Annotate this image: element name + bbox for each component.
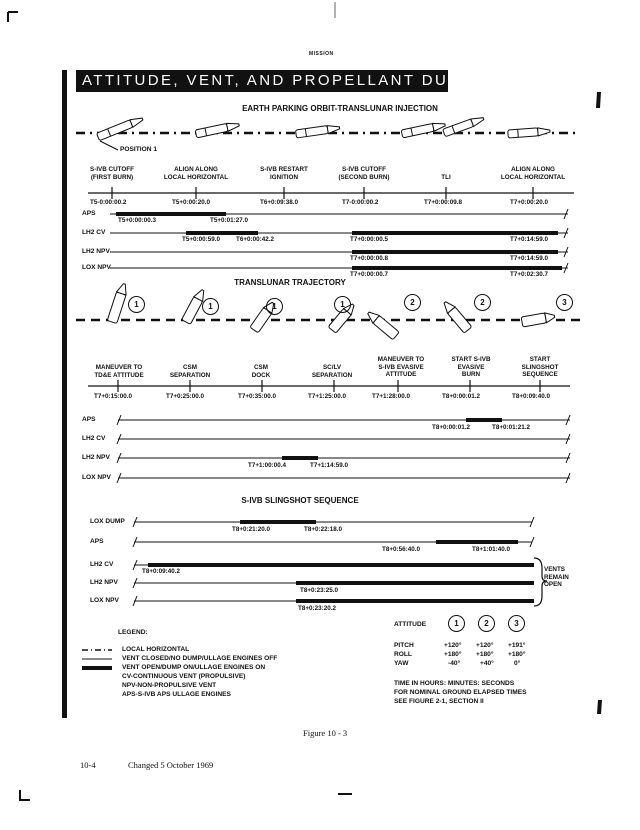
event-label: TLI bbox=[441, 174, 451, 181]
spacecraft-icon bbox=[107, 282, 555, 339]
row-time: T7+1:14:59.0 bbox=[310, 462, 348, 469]
row-label-lox-npv: LOX NPV bbox=[82, 474, 111, 481]
attitude-value: +180° bbox=[476, 651, 494, 658]
legend-item: LOCAL HORIZONTAL bbox=[122, 646, 190, 653]
attitude-circle: 2 bbox=[474, 294, 491, 311]
event-label: START S-IVB EVASIVE BURN bbox=[451, 356, 491, 378]
section-slingshot: S-IVB SLINGSHOT SEQUENCE bbox=[241, 496, 359, 505]
attitude-col: 1 bbox=[448, 615, 465, 632]
row-time: T8+0:09:40.2 bbox=[142, 568, 180, 575]
row-time: T7+0:00:00.7 bbox=[350, 271, 388, 278]
attitude-col: 3 bbox=[508, 615, 525, 632]
event-time: T8+0:09:40.0 bbox=[512, 393, 550, 400]
row-time: T5+0:00:59.0 bbox=[182, 236, 220, 243]
row-time: T8+0:22:18.0 bbox=[304, 526, 342, 533]
row-time: T6+0:00:42.2 bbox=[236, 236, 274, 243]
event-time: T7+1:28:00.0 bbox=[372, 393, 410, 400]
event-time: T5-0:00:00.2 bbox=[90, 199, 127, 206]
event-label: START SLINGSHOT SEQUENCE bbox=[521, 356, 559, 378]
event-time: T7+0:00:20.0 bbox=[510, 199, 548, 206]
row-label-aps: APS bbox=[82, 210, 96, 217]
row-label-lh2-cv: LH2 CV bbox=[90, 561, 114, 568]
legend-item: APS-S-IVB APS ULLAGE ENGINES bbox=[122, 691, 231, 698]
row-label-lox-dump: LOX DUMP bbox=[90, 518, 125, 525]
attitude-title: ATTITUDE bbox=[394, 621, 427, 628]
attitude-row-name: YAW bbox=[394, 660, 409, 667]
row-label-lox-npv: LOX NPV bbox=[90, 597, 119, 604]
row-time: T7+0:14:59.0 bbox=[510, 255, 548, 262]
row-label-lox-npv: LOX NPV bbox=[82, 264, 111, 271]
attitude-value: -40° bbox=[448, 660, 461, 667]
event-label: CSM DOCK bbox=[251, 364, 271, 379]
row-time: T7+0:02:30.7 bbox=[510, 271, 548, 278]
legend-item: CV-CONTINUOUS VENT (PROPULSIVE) bbox=[122, 673, 246, 680]
attitude-row-name: PITCH bbox=[394, 642, 414, 649]
row-label-lh2-npv: LH2 NPV bbox=[82, 454, 110, 461]
event-time: T7+1:25:00.0 bbox=[308, 393, 346, 400]
vehicle-icon bbox=[97, 115, 551, 141]
attitude-value: +191° bbox=[508, 642, 526, 649]
attitude-circle: 1 bbox=[202, 298, 219, 315]
event-label: ALIGN ALONG LOCAL HORIZONTAL bbox=[500, 166, 566, 181]
event-label: S-IVB CUTOFF (SECOND BURN) bbox=[338, 166, 390, 181]
legend-item: VENT OPEN/DUMP ON/ULLAGE ENGINES ON bbox=[122, 664, 266, 671]
event-label: SC/LV SEPARATION bbox=[311, 364, 353, 379]
attitude-value: 0° bbox=[514, 660, 521, 667]
attitude-row-name: ROLL bbox=[394, 651, 412, 658]
section-translunar: TRANSLUNAR TRAJECTORY bbox=[234, 278, 346, 287]
row-time: T8+0:00:01.2 bbox=[432, 424, 470, 431]
row-time: T5+0:01:27.0 bbox=[210, 217, 248, 224]
row-time: T7+1:00:00.4 bbox=[248, 462, 286, 469]
attitude-circle: 1 bbox=[334, 296, 351, 313]
row-time: T7+0:00:00.8 bbox=[350, 255, 388, 262]
event-time: T7+0:25:00.0 bbox=[166, 393, 204, 400]
legend-item: VENT CLOSED/NO DUMP/ULLAGE ENGINES OFF bbox=[122, 655, 278, 662]
position-label: POSITION 1 bbox=[120, 146, 158, 153]
figure-title: ATTITUDE, VENT, AND PROPELLANT DUMP TIMELINES bbox=[76, 70, 448, 92]
row-time: T5+0:00:00.3 bbox=[118, 217, 156, 224]
event-time: T7+0:35:00.0 bbox=[238, 393, 276, 400]
attitude-circle: 1 bbox=[266, 298, 283, 315]
legend-title: LEGEND: bbox=[118, 629, 148, 636]
row-label-lh2-npv: LH2 NPV bbox=[82, 248, 110, 255]
page-number: 10-4 bbox=[80, 760, 96, 770]
attitude-circle: 1 bbox=[128, 296, 145, 313]
legend-item: NPV-NON-PROPULSIVE VENT bbox=[122, 682, 217, 689]
row-time: T8+0:56:40.0 bbox=[382, 546, 420, 553]
event-time: T8+0:00:01.2 bbox=[442, 393, 480, 400]
event-time: T7+0:15:00.0 bbox=[94, 393, 132, 400]
figure-caption: Figure 10 - 3 bbox=[303, 728, 348, 738]
vents-note: VENTS REMAIN OPEN bbox=[544, 566, 569, 588]
row-label-lh2-cv: LH2 CV bbox=[82, 229, 106, 236]
attitude-value: +120° bbox=[476, 642, 494, 649]
event-time: T7+0:00:09.8 bbox=[424, 199, 462, 206]
attitude-circle: 3 bbox=[556, 294, 573, 311]
attitude-circle: 2 bbox=[404, 294, 421, 311]
attitude-col: 2 bbox=[478, 615, 495, 632]
time-note: TIME IN HOURS: MINUTES: SECONDS FOR NOMINAL GROUND ELAPSED TIMES SEE FIGURE 2-1, SECTION II bbox=[394, 680, 527, 705]
row-label-lh2-npv: LH2 NPV bbox=[90, 579, 118, 586]
attitude-value: +180° bbox=[508, 651, 526, 658]
row-label-aps: APS bbox=[82, 416, 96, 423]
attitude-value: +180° bbox=[444, 651, 462, 658]
row-time: T8+0:23:20.2 bbox=[298, 605, 336, 612]
event-label: MANEUVER TO S-IVB EVASIVE ATTITUDE bbox=[377, 356, 425, 378]
event-time: T6+0:09:38.0 bbox=[260, 199, 298, 206]
row-time: T8+0:21:20.0 bbox=[232, 526, 270, 533]
row-time: T7+0:14:59.0 bbox=[510, 236, 548, 243]
page-header: MISSION bbox=[309, 51, 334, 57]
event-label: ALIGN ALONG LOCAL HORIZONTAL bbox=[163, 166, 229, 181]
event-time: T5+0:00:20.0 bbox=[172, 199, 210, 206]
attitude-value: +120° bbox=[444, 642, 462, 649]
row-time: T8+0:23:25.0 bbox=[300, 587, 338, 594]
event-label: S-IVB RESTART IGNITION bbox=[260, 166, 308, 181]
row-label-lh2-cv: LH2 CV bbox=[82, 435, 106, 442]
event-label: S-IVB CUTOFF (FIRST BURN) bbox=[90, 166, 134, 181]
row-time: T7+0:00:00.5 bbox=[350, 236, 388, 243]
event-time: T7-0:00:00.2 bbox=[342, 199, 379, 206]
section-earth-parking: EARTH PARKING ORBIT-TRANSLUNAR INJECTION bbox=[242, 104, 438, 113]
row-label-aps: APS bbox=[90, 538, 104, 545]
changed-date: Changed 5 October 1969 bbox=[128, 760, 214, 770]
event-label: MANEUVER TO TD&E ATTITUDE bbox=[94, 364, 144, 379]
event-label: CSM SEPARATION bbox=[169, 364, 211, 379]
row-time: T8+0:01:21.2 bbox=[492, 424, 530, 431]
attitude-value: +40° bbox=[480, 660, 494, 667]
row-time: T8+1:01:40.0 bbox=[472, 546, 510, 553]
